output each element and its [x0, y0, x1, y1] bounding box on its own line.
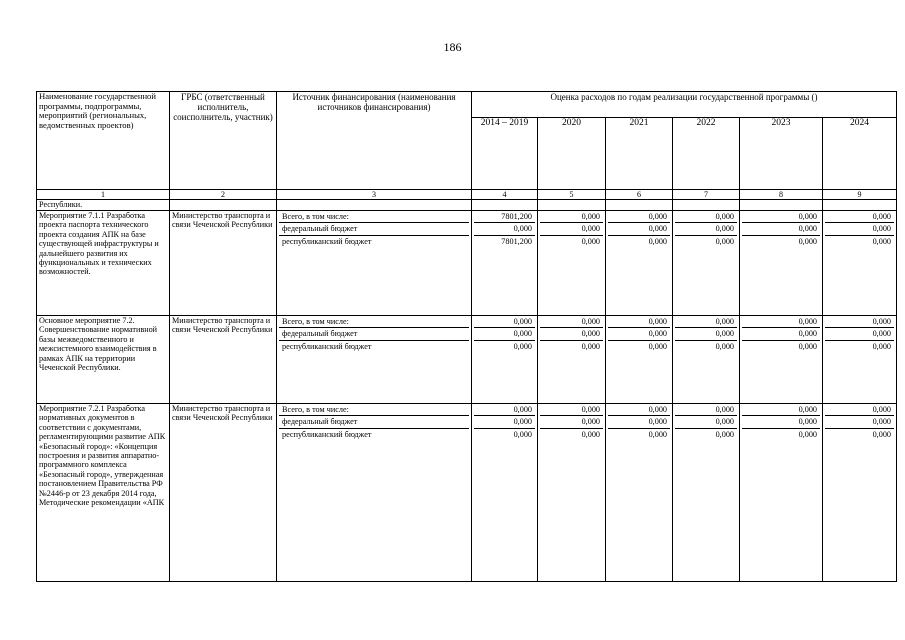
value: 0,000	[825, 211, 894, 223]
column-number: 5	[538, 190, 606, 200]
continuation-text: Республики.	[37, 200, 170, 211]
page-number: 186	[443, 40, 462, 54]
value-cell	[740, 316, 823, 404]
value-cell	[823, 316, 897, 404]
value-cell	[472, 316, 538, 404]
value-cell	[538, 211, 606, 316]
value: 0,000	[648, 429, 667, 439]
value: 0,000	[825, 316, 894, 328]
value: 0,000	[872, 236, 891, 246]
value: 0,000	[540, 416, 603, 428]
value: 0,000	[798, 236, 817, 246]
value: 0,000	[742, 316, 820, 328]
value: 0,000	[872, 429, 891, 439]
measure-name: Мероприятие 7.1.1 Разработка проекта паспорта технического проекта создания АПК на базе существующей инфраструктуры и дальнейшего развития их функциональных и технических возможностей.	[37, 211, 170, 316]
value: 0,000	[648, 236, 667, 246]
value: 0,000	[581, 236, 600, 246]
grbs-cell: Министерство транспорта и связи Чеченской Республики	[170, 404, 277, 582]
value: 0,000	[798, 429, 817, 439]
value: 0,000	[540, 316, 603, 328]
value: 0,000	[608, 328, 670, 340]
value: 0,000	[675, 211, 737, 223]
header-year: 2024	[823, 118, 897, 190]
header-source: Источник финансирования (наименования источников финансирования)	[277, 92, 472, 190]
source-label: республиканский бюджет	[282, 429, 372, 439]
value: 0,000	[581, 341, 600, 351]
grbs-cell: Министерство транспорта и связи Чеченской Республики	[170, 316, 277, 404]
value: 0,000	[742, 211, 820, 223]
value-cell	[538, 316, 606, 404]
header-name: Наименование государственной программы, подпрограммы, мероприятий (региональных, ведомственных проектов)	[37, 92, 170, 190]
value: 0,000	[742, 404, 820, 416]
value-cell	[673, 211, 740, 316]
column-number: 6	[606, 190, 673, 200]
value-cell	[673, 316, 740, 404]
value: 0,000	[540, 223, 603, 235]
header-grbs: ГРБС (ответственный исполнитель, соисполнитель, участник)	[170, 92, 277, 190]
header-year: 2022	[673, 118, 740, 190]
value: 0,000	[825, 328, 894, 340]
program-row	[37, 404, 897, 582]
value-cell	[606, 316, 673, 404]
source-label: федеральный бюджет	[279, 416, 469, 428]
column-number: 1	[37, 190, 170, 200]
column-number: 7	[673, 190, 740, 200]
value: 0,000	[474, 404, 535, 416]
value-cell	[823, 211, 897, 316]
value-cell	[472, 404, 538, 582]
budget-table	[36, 91, 897, 582]
value: 0,000	[513, 429, 532, 439]
value: 0,000	[474, 223, 535, 235]
program-row	[37, 316, 897, 404]
source-label: федеральный бюджет	[279, 328, 469, 340]
value: 0,000	[742, 328, 820, 340]
header-estimate: Оценка расходов по годам реализации государственной программы ()	[472, 92, 897, 118]
value-cell	[606, 404, 673, 582]
value: 0,000	[715, 341, 734, 351]
grbs-cell: Министерство транспорта и связи Чеченской Республики	[170, 211, 277, 316]
program-row	[37, 211, 897, 316]
header-year: 2023	[740, 118, 823, 190]
value-cell	[740, 404, 823, 582]
source-cell	[277, 211, 472, 316]
value: 0,000	[675, 316, 737, 328]
header-year: 2014 – 2019	[472, 118, 538, 190]
column-number: 9	[823, 190, 897, 200]
header-year: 2021	[606, 118, 673, 190]
value: 0,000	[675, 328, 737, 340]
value: 0,000	[742, 416, 820, 428]
value: 0,000	[540, 328, 603, 340]
value: 0,000	[608, 404, 670, 416]
value: 0,000	[513, 341, 532, 351]
value: 0,000	[742, 223, 820, 235]
measure-name: Основное мероприятие 7.2. Совершенствование нормативной базы межведомственного и межсистемного взаимодействия в рамках АПК на территории Чеченской Республики.	[37, 316, 170, 404]
value: 0,000	[608, 211, 670, 223]
header-year: 2020	[538, 118, 606, 190]
column-number: 3	[277, 190, 472, 200]
column-number: 8	[740, 190, 823, 200]
source-label: Всего, в том числе:	[279, 316, 469, 328]
source-label: федеральный бюджет	[279, 223, 469, 235]
value: 0,000	[715, 236, 734, 246]
value: 0,000	[540, 211, 603, 223]
value-cell	[606, 211, 673, 316]
value: 0,000	[474, 328, 535, 340]
source-label: республиканский бюджет	[282, 341, 372, 351]
source-cell	[277, 404, 472, 582]
value: 0,000	[872, 341, 891, 351]
value: 0,000	[675, 223, 737, 235]
column-number: 2	[170, 190, 277, 200]
source-label: Всего, в том числе:	[279, 404, 469, 416]
value: 0,000	[474, 416, 535, 428]
source-cell	[277, 316, 472, 404]
value: 0,000	[715, 429, 734, 439]
value: 7801,200	[474, 211, 535, 223]
value: 0,000	[608, 416, 670, 428]
value: 0,000	[608, 223, 670, 235]
value-cell	[740, 211, 823, 316]
value: 0,000	[825, 416, 894, 428]
source-label: республиканский бюджет	[282, 236, 372, 246]
value: 0,000	[474, 316, 535, 328]
value: 0,000	[675, 404, 737, 416]
value: 0,000	[648, 341, 667, 351]
measure-name: Мероприятие 7.2.1 Разработка нормативных документов в соответствии с документами, регламентирующими развитие АПК «Безопасный город»: «Концепция построения и развития аппаратно-программного комплекса «Безопасный город», утвержденная постановлением Правительства РФ №2446-р от 23 декабря 2014 года, Методические рекомендации «АПК	[37, 404, 170, 582]
value: 0,000	[798, 341, 817, 351]
column-number: 4	[472, 190, 538, 200]
value-cell	[673, 404, 740, 582]
value: 0,000	[825, 223, 894, 235]
value: 7801,200	[501, 236, 532, 246]
value: 0,000	[608, 316, 670, 328]
value: 0,000	[540, 404, 603, 416]
value: 0,000	[675, 416, 737, 428]
value-cell	[538, 404, 606, 582]
source-label: Всего, в том числе:	[279, 211, 469, 223]
value-cell	[823, 404, 897, 582]
value: 0,000	[581, 429, 600, 439]
value-cell	[472, 211, 538, 316]
value: 0,000	[825, 404, 894, 416]
